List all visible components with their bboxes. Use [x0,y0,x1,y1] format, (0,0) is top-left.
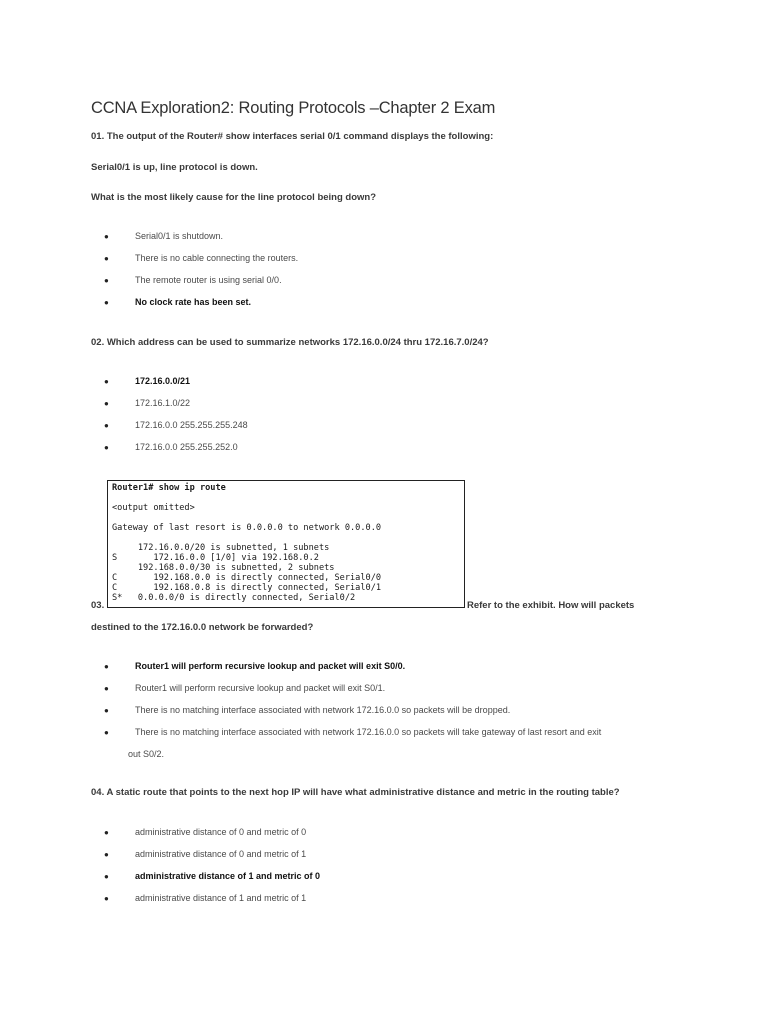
bullet-icon: ● [104,706,109,715]
page-title: CCNA Exploration2: Routing Protocols –Chapter 2 Exam [91,99,496,117]
bullet-icon: ● [104,298,109,307]
bullet-icon: ● [104,894,109,903]
bullet-icon: ● [104,399,109,408]
bullet-icon: ● [104,377,109,386]
question-2-option-3[interactable]: 172.16.0.0 255.255.255.248 [135,420,248,430]
exhibit-route-line: 172.16.0.0/20 is subnetted, 1 subnets [112,543,330,553]
bullet-icon: ● [104,232,109,241]
exhibit-route-line: S* 0.0.0.0/0 is directly connected, Serial0/2 [112,593,356,603]
bullet-icon: ● [104,254,109,263]
question-2-option-4[interactable]: 172.16.0.0 255.255.252.0 [135,442,238,452]
question-1-status-line: Serial0/1 is up, line protocol is down. [91,162,258,173]
question-4-option-3-correct[interactable]: administrative distance of 1 and metric of 0 [135,871,321,881]
bullet-icon: ● [104,276,109,285]
question-3-option-1-correct[interactable]: Router1 will perform recursive lookup and packet will exit S0/0. [135,661,406,671]
question-3-text-continued: destined to the 172.16.0.0 network be forwarded? [91,622,314,633]
question-3-option-4-continued: out S0/2. [128,749,165,759]
question-1-option-2[interactable]: There is no cable connecting the routers. [135,253,299,263]
question-2-option-1-correct[interactable]: 172.16.0.0/21 [135,376,191,386]
question-4-text: 04. A static route that points to the next hop IP will have what administrative distance and metric in the routing table? [91,787,620,798]
exhibit-routing-table [107,480,465,608]
bullet-icon: ● [104,443,109,452]
bullet-icon: ● [104,684,109,693]
question-1-option-1[interactable]: Serial0/1 is shutdown. [135,231,224,241]
question-1-text: 01. The output of the Router# show interfaces serial 0/1 command displays the following: [91,131,494,142]
question-1-option-3[interactable]: The remote router is using serial 0/0. [135,275,282,285]
bullet-icon: ● [104,662,109,671]
question-4-option-1[interactable]: administrative distance of 0 and metric of 0 [135,827,307,837]
question-4-option-2[interactable]: administrative distance of 0 and metric of 1 [135,849,307,859]
exhibit-route-line: C 192.168.0.0 is directly connected, Serial0/0 [112,573,382,583]
question-3-option-4[interactable]: There is no matching interface associated with network 172.16.0.0 so packets will take gateway of last resort and exit [135,727,602,737]
exhibit-route-line: 192.168.0.0/30 is subnetted, 2 subnets [112,563,335,573]
question-1-option-4-correct[interactable]: No clock rate has been set. [135,297,252,307]
question-1-prompt: What is the most likely cause for the line protocol being down? [91,192,377,203]
question-4-option-4[interactable]: administrative distance of 1 and metric of 1 [135,893,307,903]
bullet-icon: ● [104,828,109,837]
question-3-option-2[interactable]: Router1 will perform recursive lookup and packet will exit S0/1. [135,683,386,693]
question-3-text: Refer to the exhibit. How will packets [467,600,635,611]
exhibit-route-line: S 172.16.0.0 [1/0] via 192.168.0.2 [112,553,319,563]
bullet-icon: ● [104,728,109,737]
exhibit-gateway-line: Gateway of last resort is 0.0.0.0 to network 0.0.0.0 [112,523,382,533]
bullet-icon: ● [104,421,109,430]
question-2-option-2[interactable]: 172.16.1.0/22 [135,398,191,408]
bullet-icon: ● [104,850,109,859]
exhibit-output-omitted: <output omitted> [112,503,195,513]
question-3-number: 03. [91,600,105,611]
question-3-option-3[interactable]: There is no matching interface associated with network 172.16.0.0 so packets will be dropped. [135,705,511,715]
exhibit-route-line: C 192.168.0.8 is directly connected, Serial0/1 [112,583,382,593]
exhibit-prompt: Router1# show ip route [112,483,226,493]
bullet-icon: ● [104,872,109,881]
question-2-text: 02. Which address can be used to summarize networks 172.16.0.0/24 thru 172.16.7.0/24? [91,337,489,348]
